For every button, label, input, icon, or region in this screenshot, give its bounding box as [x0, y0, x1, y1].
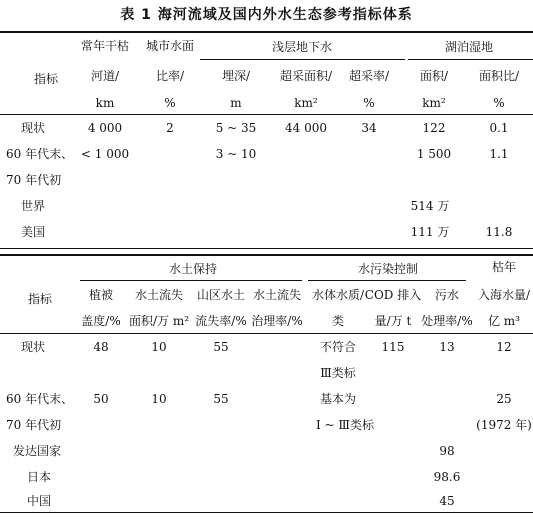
table1-row-label: 美国 — [21, 225, 46, 239]
table1-cell: 1 500 — [416, 147, 452, 161]
table1-header-urban-water: 城市水面 — [145, 39, 195, 53]
table2-cell: Ⅲ类标 — [320, 366, 356, 380]
table1-row-label: 70 年代初 — [6, 173, 62, 187]
table2-cell: 13 — [439, 340, 455, 354]
table2-row-label: 70 年代初 — [6, 418, 62, 432]
table1-bottom-rule — [0, 248, 533, 249]
table2-header-erosion-control-unit: 治理率/% — [251, 314, 303, 328]
table1-row-label: 现状 — [21, 121, 46, 135]
table2-header-erosion-control: 水土流失 — [252, 288, 302, 302]
table1-header-dry-river: 常年干枯 — [80, 39, 130, 53]
table1-header-over-area: 超采面积/ — [279, 69, 333, 83]
table2-header-sea-inflow-unit: 亿 m³ — [487, 314, 521, 328]
table2-cell: 55 — [213, 340, 229, 354]
table2-row-label: 60 年代末、 — [6, 392, 74, 406]
table1-header-depth-unit: m — [230, 96, 242, 110]
table1-cell: 3 ~ 10 — [215, 147, 257, 161]
table1-cell: 34 — [361, 121, 377, 135]
table1-cell: < 1 000 — [80, 147, 130, 161]
table2-cell: 55 — [213, 392, 229, 406]
table2-cell: 25 — [496, 392, 512, 406]
table2-header-index: 指标 — [27, 292, 53, 306]
table1-cell: 122 — [422, 121, 446, 135]
table2-header-sea-inflow: 入海水量/ — [477, 288, 531, 302]
table2-header-mountain-erosion: 山区水土 — [196, 288, 246, 302]
table1-cell: 11.8 — [485, 225, 513, 239]
table1-cell: 2 — [166, 121, 174, 135]
table2-header-erosion-area: 水土流失 — [134, 288, 184, 302]
table1-header-bottom-rule — [0, 114, 533, 115]
table1-header-lake-area: 面积/ — [419, 69, 449, 83]
table1-header-depth: 埋深/ — [221, 69, 251, 83]
table2-cell: 12 — [496, 340, 512, 354]
table2-cell: 48 — [93, 340, 109, 354]
table1-cell: 4 000 — [87, 121, 123, 135]
table2-soil-rule — [80, 280, 302, 281]
table2-cell: 98 — [439, 444, 455, 458]
table2-header-cod-unit: 量/万 t — [374, 314, 412, 328]
table1-header-index: 指标 — [33, 72, 59, 86]
table1-cell: 111 万 — [410, 225, 450, 239]
table2-bottom-rule — [0, 512, 533, 513]
table1-header-urban-water-unit: % — [164, 96, 176, 110]
table2-header-vegetation: 植被 — [88, 288, 114, 302]
table2-row-label: 日本 — [27, 470, 52, 484]
table2-cell: Ⅰ ~ Ⅲ类标 — [316, 418, 374, 432]
table1-header-over-area-unit: km² — [294, 96, 318, 110]
table2-row-label: 现状 — [21, 340, 46, 354]
table2-cell: 50 — [93, 392, 109, 406]
table2-row-label: 中国 — [27, 494, 52, 508]
table2-cell: 45 — [439, 494, 455, 508]
table1-header-lake-ratio-unit: % — [493, 96, 505, 110]
table1-cell: 44 000 — [285, 121, 327, 135]
table1-header-lake: 湖泊湿地 — [444, 40, 494, 54]
table2-header-vegetation-unit: 盖度/% — [81, 314, 121, 328]
table1-header-over-rate-unit: % — [363, 96, 375, 110]
table2-header-pollution: 水污染控制 — [357, 262, 419, 276]
table1-cell: 1.1 — [489, 147, 509, 161]
table1-cell: 514 万 — [410, 199, 450, 213]
table2-cell: 10 — [151, 340, 167, 354]
table2-cell: 10 — [151, 392, 167, 406]
table2-top-rule — [0, 254, 533, 256]
table1-cell: 0.1 — [489, 121, 509, 135]
table2-cell: 98.6 — [433, 470, 461, 484]
table2-cell: 不符合 — [319, 340, 357, 354]
table2-header-sewage: 污水 — [434, 288, 460, 302]
table1-top-rule — [0, 31, 533, 33]
table2-cell: 115 — [381, 340, 405, 354]
table2-header-mountain-erosion-unit: 流失率/% — [195, 314, 247, 328]
table2-cell: 基本为 — [319, 392, 357, 406]
table1-header-over-rate: 超采率/ — [348, 69, 390, 83]
table2-header-erosion-area-unit: 面积/万 m² — [128, 314, 190, 328]
table1-header-urban-water: 比率/ — [155, 69, 185, 83]
table2-cell: (1972 年) — [476, 418, 532, 432]
table2-pollution-rule — [308, 280, 466, 281]
table2-row-label: 发达国家 — [13, 444, 62, 458]
table2-header-water-quality: 水体水质/ — [311, 288, 365, 302]
table2-header-cod: COD 排入 — [364, 288, 422, 302]
table1-row-label: 世界 — [21, 199, 46, 213]
table1-header-dry-river: 河道/ — [90, 69, 120, 83]
table2-header-sea-inflow: 枯年 — [491, 260, 517, 274]
table-title: 表 1 海河流域及国内外水生态参考指标体系 — [120, 7, 413, 23]
table1-groundwater-rule — [200, 59, 405, 60]
table1-cell: 5 ~ 35 — [215, 121, 257, 135]
table2-header-soil: 水土保持 — [168, 262, 218, 276]
table1-header-lake-area-unit: km² — [422, 96, 446, 110]
table1-header-lake-ratio: 面积比/ — [478, 69, 520, 83]
table2-header-sewage-unit: 处理率/% — [421, 314, 473, 328]
table1-lake-rule — [408, 59, 533, 60]
table2-header-water-quality-unit: 类 — [331, 314, 345, 328]
table1-header-dry-river-unit: km — [95, 96, 115, 110]
table2-header-bottom-rule — [0, 333, 533, 334]
table1-header-groundwater: 浅层地下水 — [271, 40, 333, 54]
table1-row-label: 60 年代末、 — [6, 147, 74, 161]
